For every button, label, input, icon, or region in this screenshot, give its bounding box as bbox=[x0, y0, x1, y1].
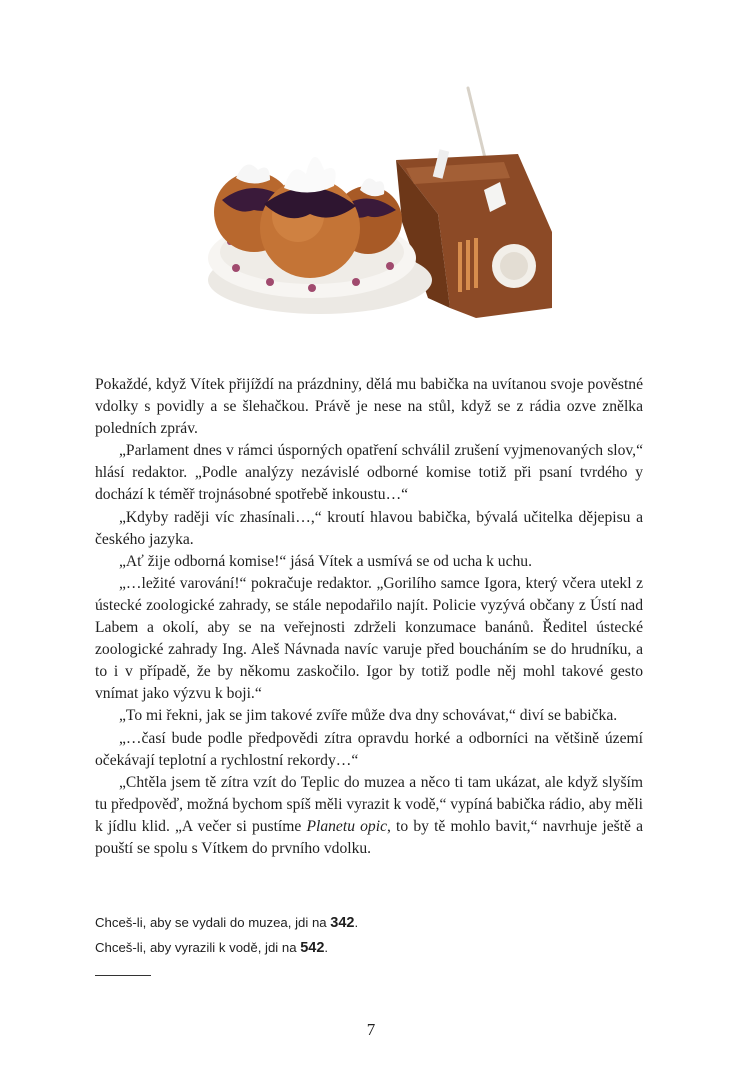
choice-page-number: 342 bbox=[330, 915, 355, 931]
story-paragraph: „…ležité varování!“ pokračuje redaktor. „Gorilího samce Igora, který včera utekl z ústecké zoologické zahrady, se stále nepodařilo najít. Policie vyzývá občany z Ústí nad Labem a okolí, aby se na veřejnosti zdrželi konzumace banánů. Ředitel ústecké zoologické zahrady Ing. Aleš Návnada navíc varuje před boucháním se do hrudníku, a to i v případě, že by někomu zaskočilo. Igor by totiž podle něj mohl takové gesto vnímat jako výzvu k boji.“ bbox=[95, 574, 643, 703]
story-paragraph: „Parlament dnes v rámci úsporných opatření schválil zrušení vyjmenovaných slov,“ hlásí redaktor. „Podle analýzy nezávislé odborné komise totiž při psaní tvrdého y dochází k téměř trojnásobné spotřebě inkoustu…“ bbox=[95, 442, 643, 504]
last-paragraph-text-end: , to by tě mohlo bavit,“ navrhuje ještě a pouští se spolu s Vítkem do prvního vdolku. bbox=[95, 817, 644, 857]
story-text bbox=[95, 374, 643, 860]
choice-text: Chceš-li, aby vyrazili k vodě, jdi na bbox=[95, 940, 301, 955]
last-paragraph-text: „Chtěla jsem tě zítra vzít do Teplic do muzea a něco ti tam ukázat, ale když slyším tu předpověď, možná bychom spíš měli vyrazit k vodě,“ vypíná babička rádio, aby měli k jídlu klid. „A večer si pustíme bbox=[95, 773, 643, 835]
choice-page-number: 542 bbox=[300, 940, 325, 956]
story-paragraph: „Ať žije odborná komise!“ jásá Vítek a usmívá se od ucha k uchu. bbox=[119, 552, 532, 570]
choice-end: . bbox=[324, 940, 329, 955]
divider-rule bbox=[95, 975, 151, 976]
illustration-doughnuts-and-radio bbox=[200, 82, 580, 332]
choice-text: Chceš-li, aby se vydali do muzea, jdi na bbox=[95, 915, 331, 930]
story-paragraph-last bbox=[95, 772, 643, 860]
story-paragraph: „Kdyby raději víc zhasínali…,“ kroutí hlavou babička, bývalá učitelka dějepisu a českého jazyka. bbox=[95, 508, 643, 548]
story-paragraph: „To mi řekni, jak se jim takové zvíře může dva dny schovávat,“ diví se babička. bbox=[119, 707, 618, 725]
story-paragraph: Pokaždé, když Vítek přijíždí na prázdniny, dělá mu babička na uvítanou svoje pověstné vdolky s povidly a se šlehačkou. Právě je nese na stůl, když se z rádia ozve znělka poledních zpráv. bbox=[95, 376, 643, 438]
story-paragraph: „…časí bude podle předpovědi zítra opravdu horké a odborníci na většině území očekávají teplotní a rychlostní rekordy…“ bbox=[95, 729, 643, 769]
choice-museum[interactable] bbox=[95, 914, 643, 939]
page-number: 7 bbox=[366, 1020, 376, 1039]
book-title: Planetu opic bbox=[306, 817, 387, 835]
choices bbox=[95, 914, 643, 964]
choice-end: . bbox=[354, 915, 359, 930]
choice-water[interactable] bbox=[95, 939, 643, 964]
